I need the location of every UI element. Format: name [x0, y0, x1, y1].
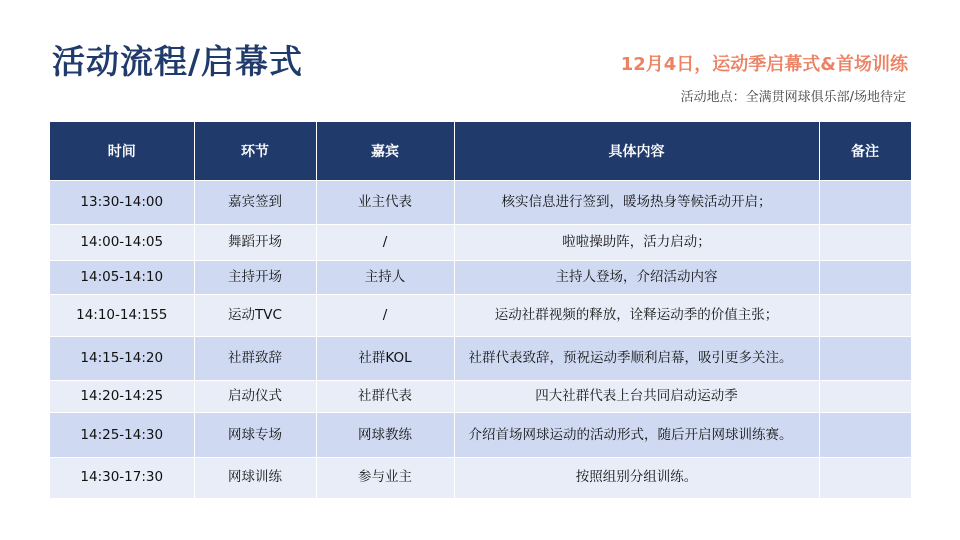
table-row — [50, 458, 911, 498]
cell-notes — [819, 381, 911, 413]
cell-time: 14:05-14:10 — [50, 261, 194, 295]
col-time: 时间 — [50, 122, 194, 181]
cell-guest: 业主代表 — [316, 181, 454, 225]
cell-time: 14:30-17:30 — [50, 458, 194, 498]
col-content: 具体内容 — [454, 122, 819, 181]
table-row — [50, 381, 911, 413]
table-row — [50, 413, 911, 458]
cell-segment: 网球专场 — [194, 413, 316, 458]
cell-segment: 嘉宾签到 — [194, 181, 316, 225]
cell-guest: / — [316, 225, 454, 261]
cell-guest: 参与业主 — [316, 458, 454, 498]
cell-content: 社群代表致辞，预祝运动季顺利启幕，吸引更多关注。 — [454, 337, 819, 381]
table-row — [50, 295, 911, 337]
cell-notes — [819, 413, 911, 458]
cell-notes — [819, 181, 911, 225]
col-notes: 备注 — [819, 122, 911, 181]
cell-segment: 舞蹈开场 — [194, 225, 316, 261]
cell-time: 14:15-14:20 — [50, 337, 194, 381]
cell-segment: 运动TVC — [194, 295, 316, 337]
cell-guest: 主持人 — [316, 261, 454, 295]
cell-time: 14:20-14:25 — [50, 381, 194, 413]
cell-notes — [819, 261, 911, 295]
table-row — [50, 225, 911, 261]
table-row — [50, 261, 911, 295]
cell-content: 四大社群代表上台共同启动运动季 — [454, 381, 819, 413]
cell-notes — [819, 225, 911, 261]
cell-time: 14:25-14:30 — [50, 413, 194, 458]
event-subtitle: 12月4日，运动季启幕式&首场训练 — [620, 54, 908, 75]
schedule-table — [50, 122, 912, 498]
cell-content: 核实信息进行签到，暖场热身等候活动开启； — [454, 181, 819, 225]
cell-time: 13:30-14:00 — [50, 181, 194, 225]
cell-guest: / — [316, 295, 454, 337]
cell-guest: 网球教练 — [316, 413, 454, 458]
table-row — [50, 337, 911, 381]
page-title: 活动流程/启幕式 — [52, 42, 304, 81]
cell-notes — [819, 337, 911, 381]
cell-content: 主持人登场，介绍活动内容 — [454, 261, 819, 295]
cell-segment: 社群致辞 — [194, 337, 316, 381]
cell-time: 14:10-14:155 — [50, 295, 194, 337]
cell-content: 按照组别分组训练。 — [454, 458, 819, 498]
table-row — [50, 181, 911, 225]
cell-content: 啦啦操助阵，活力启动； — [454, 225, 819, 261]
cell-segment: 启动仪式 — [194, 381, 316, 413]
table-header — [50, 122, 911, 181]
cell-guest: 社群KOL — [316, 337, 454, 381]
cell-guest: 社群代表 — [316, 381, 454, 413]
col-guest: 嘉宾 — [316, 122, 454, 181]
cell-time: 14:00-14:05 — [50, 225, 194, 261]
cell-content: 介绍首场网球运动的活动形式，随后开启网球训练赛。 — [454, 413, 819, 458]
cell-notes — [819, 295, 911, 337]
event-location: 活动地点：全满贯网球俱乐部/场地待定 — [680, 90, 906, 105]
cell-segment: 主持开场 — [194, 261, 316, 295]
col-segment: 环节 — [194, 122, 316, 181]
cell-notes — [819, 458, 911, 498]
cell-segment: 网球训练 — [194, 458, 316, 498]
cell-content: 运动社群视频的释放，诠释运动季的价值主张； — [454, 295, 819, 337]
